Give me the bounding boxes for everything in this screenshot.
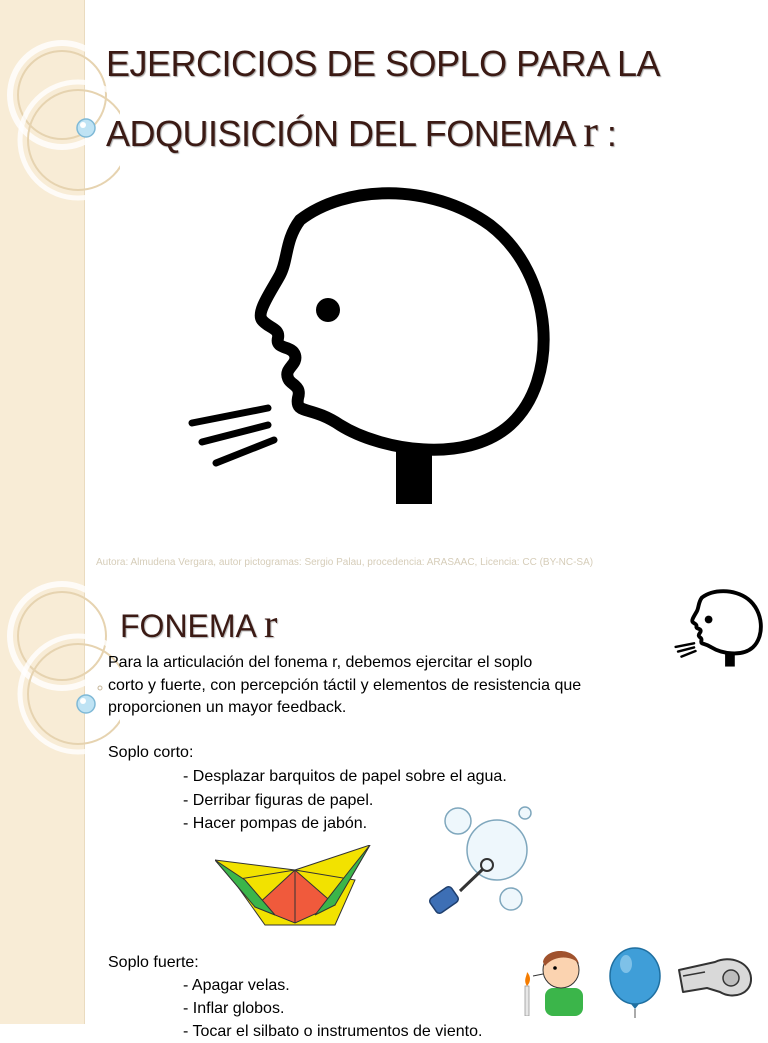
- blowing-face-icon: [672, 588, 768, 668]
- decorative-circles: [0, 576, 120, 1024]
- strong-item-1: - Apagar velas.: [183, 977, 290, 994]
- whistle-icon: [675, 950, 755, 1000]
- short-item-3: - Hacer pompas de jabón.: [183, 815, 368, 832]
- title-line-1: EJERCICIOS DE SOPLO PARA LA: [106, 43, 661, 84]
- blowing-candle-icon: [515, 946, 585, 1016]
- strong-blow-label: Soplo fuerte:: [108, 954, 199, 971]
- intro-line-1: Para la articulación del fonema r, debemos ejercitar el soplo: [108, 654, 533, 671]
- short-blow-label: Soplo corto:: [108, 744, 194, 761]
- strong-item-3: - Tocar el silbato o instrumentos de viento.: [183, 1023, 483, 1040]
- balloon-icon: [606, 946, 664, 1018]
- soap-bubbles-icon: [425, 803, 535, 923]
- bubble-bullet-icon: [77, 119, 95, 137]
- bubble-bullet-icon: [77, 695, 95, 713]
- credit-text: Autora: Almudena Vergara, autor pictogramas: Sergio Palau, procedencia: ARASAAC, Licencia: CC (BY-NC-SA): [96, 557, 594, 568]
- blowing-face-icon: [180, 180, 570, 510]
- decorative-circles: [0, 0, 120, 576]
- section-heading: FONEMA r: [120, 601, 278, 646]
- short-item-1: - Desplazar barquitos de papel sobre el agua.: [183, 768, 507, 785]
- paper-boat-icon: [215, 845, 375, 930]
- intro-line-2: corto y fuerte, con percepción táctil y elementos de resistencia que: [108, 677, 582, 694]
- title-line-2: ADQUISICIÓN DEL FONEMA r :: [106, 107, 617, 156]
- intro-line-3: proporcionen un mayor feedback.: [108, 699, 347, 716]
- short-item-2: - Derribar figuras de papel.: [183, 792, 374, 809]
- slide-title: [106, 30, 746, 168]
- strong-item-2: - Inflar globos.: [183, 1000, 285, 1017]
